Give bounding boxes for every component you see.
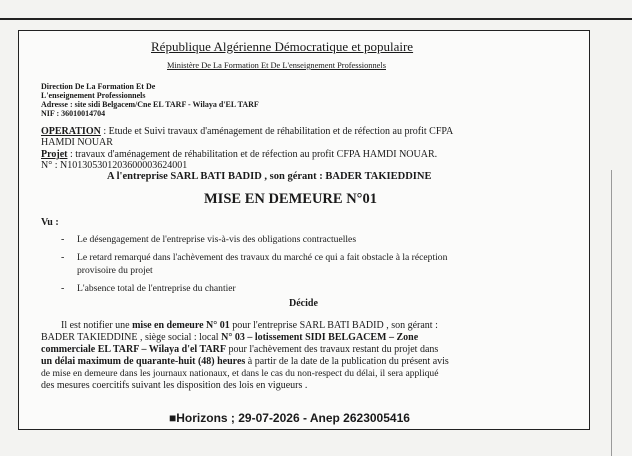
fold-line — [611, 170, 612, 456]
body-text: à partir de la date de la publication du présent avis — [245, 356, 449, 367]
vu-item-2: Le retard remarqué dans l'achèvement des travaux du marché ce qui a fait obstacle à la réception — [77, 252, 448, 263]
republic-heading: République Algérienne Démocratique et populaire — [151, 39, 414, 54]
vu-item-3: L'absence total de l'entreprise du chantier — [77, 283, 236, 294]
body-text: BADER TAKIEDDINE , siège social : local — [41, 332, 222, 343]
body-bold: mise en demeure N° 01 — [132, 320, 230, 331]
operation-line — [41, 126, 453, 137]
vu-label: Vu : — [41, 217, 59, 228]
projet-text: : travaux d'aménagement de réhabilitation et de réfection au profit CFPA HAMDI NOUAR. — [67, 149, 438, 160]
operation-label: OPERATION — [41, 126, 101, 137]
bullet-dash: - — [61, 234, 65, 245]
direction-line-1: Direction De La Formation Et De — [41, 82, 156, 91]
addressee: A l'entreprise SARL BATI BADID , son gérant : BADER TAKIEDDINE — [107, 171, 432, 182]
body-bold: un délai maximum de quarante-huit (48) heures — [41, 356, 246, 367]
body-text: pour l'achèvement des travaux restant du projet dans — [226, 344, 439, 355]
operation-text: : Etude et Suivi travaux d'aménagement de réhabilitation et de réfection au profit CFPA — [100, 126, 454, 137]
direction-line-2: L'enseignement Professionnels — [41, 91, 146, 100]
ministry-heading: Ministère De La Formation Et De L'enseignement Professionnels — [167, 61, 386, 70]
body-bold: commerciale EL TARF – Wilaya d'el TARF — [41, 344, 226, 355]
projet-line — [41, 149, 437, 160]
bullet-dash: - — [61, 283, 65, 294]
body-text: Il est notifier une — [61, 320, 133, 331]
body-line-5: de mise en demeure dans les journaux nationaux, et dans le cas du non-respect du délai, il sera appliqué — [41, 368, 439, 379]
operation-text-2: HAMDI NOUAR — [41, 137, 113, 148]
projet-label: Projet — [41, 149, 68, 160]
top-divider — [0, 18, 632, 20]
body-line-3 — [41, 344, 438, 355]
notice-frame — [18, 30, 590, 430]
bullet-dash: - — [61, 252, 65, 263]
body-bold: N° 03 – lotissement SIDI BELGACEM – Zone — [221, 332, 419, 343]
vu-item-1: Le désengagement de l'entreprise vis-à-vis des obligations contractuelles — [77, 234, 357, 245]
vu-item-2-cont: provisoire du projet — [77, 265, 153, 276]
body-line-1 — [61, 320, 438, 331]
body-line-4 — [41, 356, 449, 367]
notice-title: MISE EN DEMEURE N°01 — [204, 191, 377, 207]
publication-footer: ■Horizons ; 29-07-2026 - Anep 2623005416 — [169, 411, 410, 425]
body-line-2 — [41, 332, 418, 343]
projet-number: N° : N101305301203600003624001 — [41, 160, 188, 171]
direction-nif: NIF : 36010014704 — [41, 109, 106, 118]
decide-heading: Décide — [289, 298, 318, 309]
body-text: pour l'entreprise SARL BATI BADID , son gérant : — [229, 320, 438, 331]
direction-address: Adresse : site sidi Belgacem/Cne EL TARF - Wilaya d'EL TARF — [41, 100, 259, 109]
body-line-6: des mesures coercitifs suivant les disposition des lois en vigueurs . — [41, 380, 308, 391]
